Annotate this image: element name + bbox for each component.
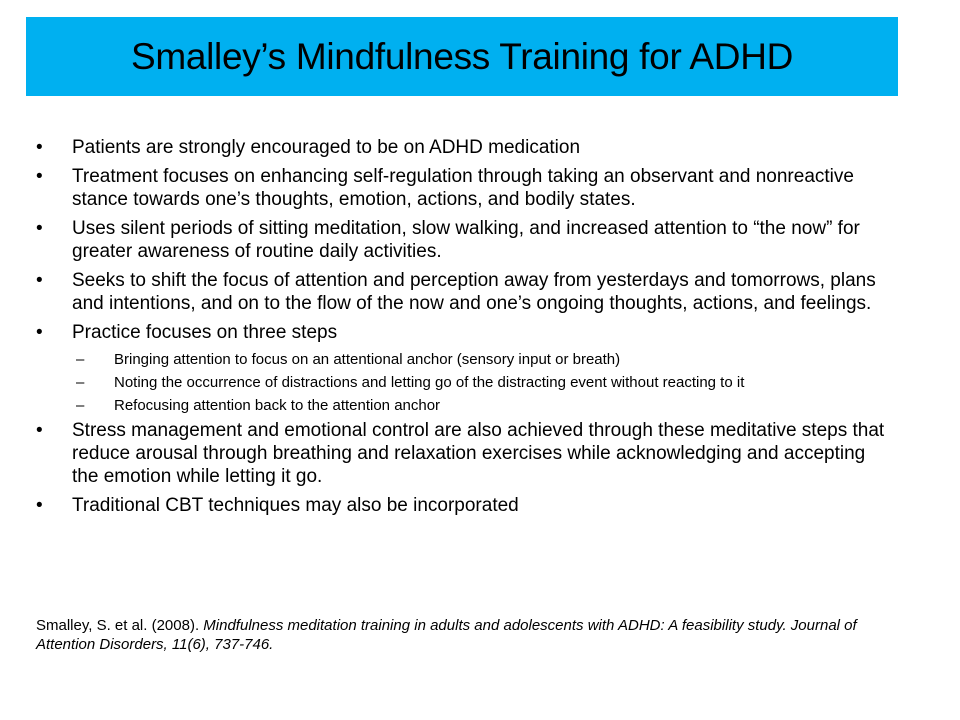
bullet-item bbox=[36, 321, 886, 344]
bullet-item bbox=[36, 165, 886, 211]
bullet-text: Practice focuses on three steps bbox=[72, 322, 338, 343]
citation-authors: Smalley, S. et al. (2008). bbox=[36, 617, 204, 634]
bullet-text: Seeks to shift the focus of attention and perception away from yesterdays and tomorrows, plans and intentions, and on to the flow of the now and one’s ongoing thoughts, actions, and feelings. bbox=[72, 270, 876, 314]
bullet-item bbox=[36, 217, 886, 263]
sub-bullet-text: Bringing attention to focus on an attentional anchor (sensory input or breath) bbox=[114, 351, 621, 368]
bullet-marker: • bbox=[36, 322, 43, 343]
bullet-text: Treatment focuses on enhancing self-regulation through taking an observant and nonreactive stance towards one’s thoughts, emotion, actions, and bodily states. bbox=[72, 166, 854, 210]
title-bar bbox=[26, 17, 898, 96]
sub-bullet-marker: – bbox=[76, 397, 85, 414]
bullet-marker: • bbox=[36, 137, 43, 158]
bullet-marker: • bbox=[36, 270, 43, 291]
bullet-text: Stress management and emotional control are also achieved through these meditative steps that reduce arousal through breathing and relaxation exercises while acknowledging and accepting the emotion while letting it go. bbox=[72, 420, 885, 487]
bullet-marker: • bbox=[36, 218, 43, 239]
sub-bullet-list bbox=[36, 350, 886, 415]
slide-title: Smalley’s Mindfulness Training for ADHD bbox=[130, 35, 794, 77]
bullet-marker: • bbox=[36, 495, 43, 516]
bullet-list bbox=[36, 136, 886, 523]
bullet-marker: • bbox=[36, 420, 43, 441]
sub-bullet-text: Refocusing attention back to the attention anchor bbox=[114, 397, 441, 414]
bullet-item bbox=[36, 136, 886, 159]
bullet-text: Traditional CBT techniques may also be incorporated bbox=[72, 495, 519, 516]
bullet-text: Patients are strongly encouraged to be on ADHD medication bbox=[72, 137, 581, 158]
sub-bullet-item bbox=[36, 350, 886, 369]
sub-bullet-marker: – bbox=[76, 374, 85, 391]
sub-bullet-item bbox=[36, 396, 886, 415]
sub-bullet-marker: – bbox=[76, 351, 85, 368]
bullet-text: Uses silent periods of sitting meditation, slow walking, and increased attention to “the now” for greater awareness of routine daily activities. bbox=[72, 218, 860, 262]
citation-source: Mindfulness meditation training in adults and adolescents with ADHD: A feasibility study. Journal of Attention Disorders, 11(6), 737-746. bbox=[36, 617, 857, 653]
sub-bullet-item bbox=[36, 373, 886, 392]
sub-bullet-text: Noting the occurrence of distractions and letting go of the distracting event without reacting to it bbox=[114, 374, 745, 391]
bullet-item bbox=[36, 494, 886, 517]
citation bbox=[36, 616, 876, 654]
bullet-marker: • bbox=[36, 166, 43, 187]
bullet-item bbox=[36, 269, 886, 315]
bullet-item bbox=[36, 419, 886, 488]
